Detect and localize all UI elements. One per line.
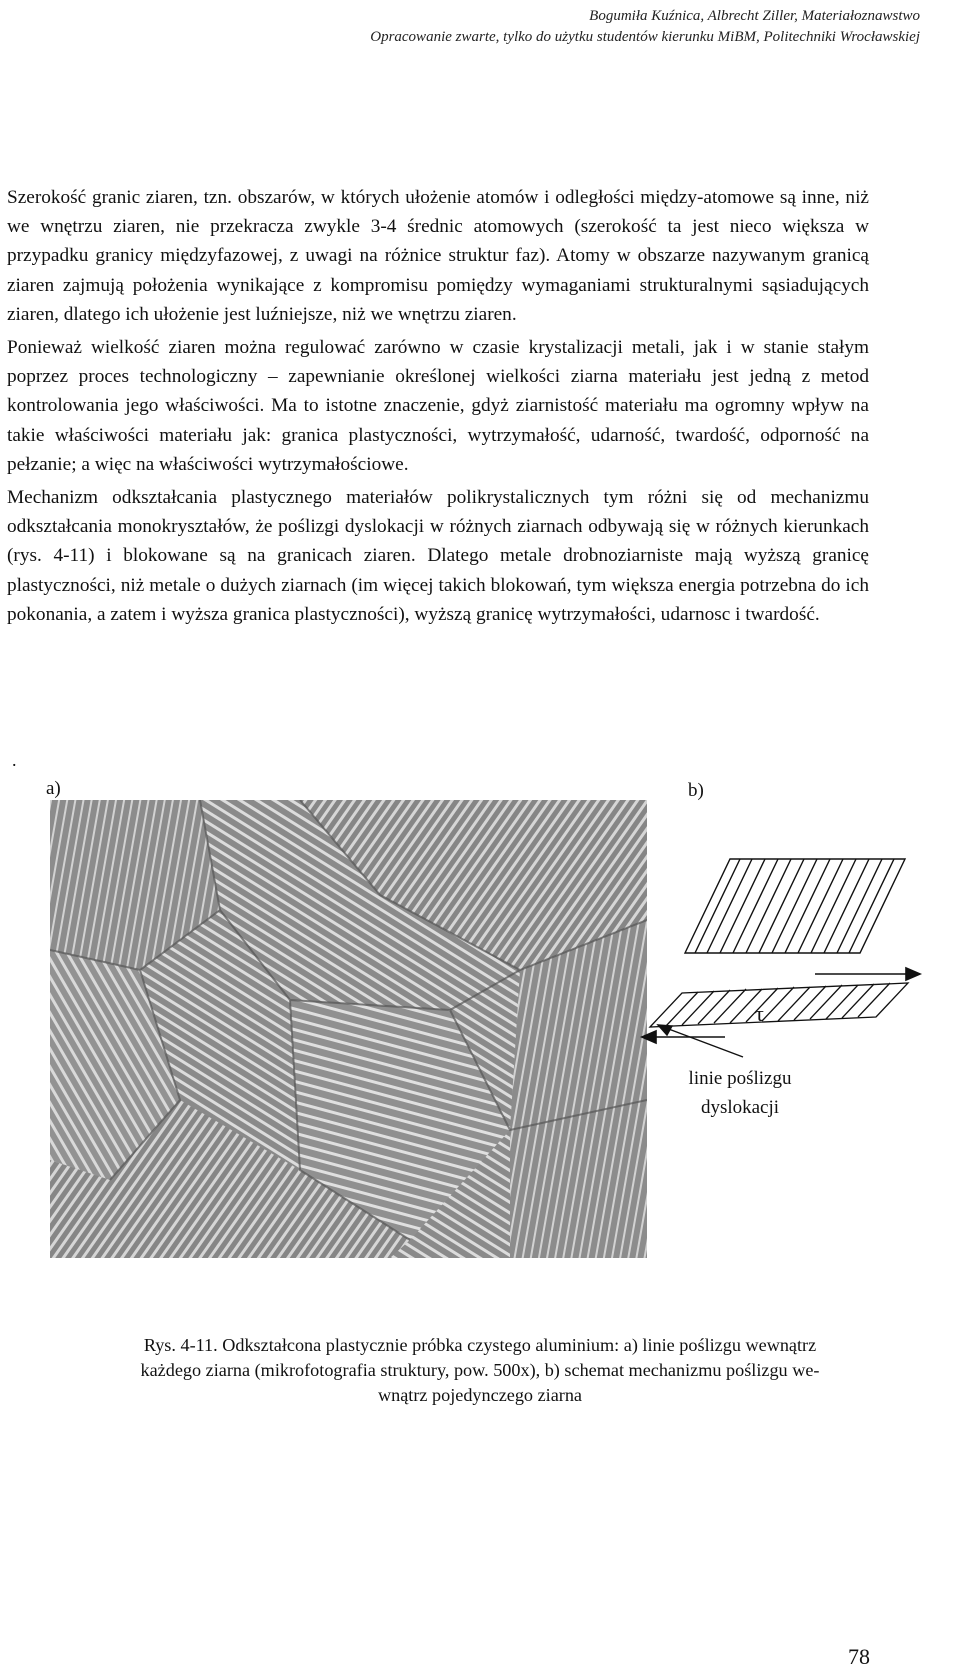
figure-label-a: a): [46, 778, 61, 799]
callout-line-1: linie poślizgu: [688, 1068, 792, 1089]
callout-arrow: [658, 1025, 743, 1057]
figure-label-b: b): [688, 780, 704, 801]
caption-line-1: Rys. 4-11. Odkształcona plastycznie próbka czystego aluminium: a) linie poślizgu wewnątrz: [143, 1335, 817, 1355]
paragraph: Szerokość granic ziaren, tzn. obszarów, w których ułożenie atomów i odległości między-atomowe są inne, niż we wnętrzu ziaren, nie przekracza zwykle 3-4 średnic atomowych (szerokość ta jest nieco większa w przypadku granicy międzyfazowej, z uwagi na różnice struktur faz). Atomy w obszarze nazywanym granicą ziaren zajmują położenia wynikające z kompromisu pomiędzy wymaganiami strukturalnymi sąsiadujących ziaren, dlatego ich ułożenie jest luźniejsze, niż we wnętrzu ziaren.: [7, 187, 869, 325]
caption-line-3: wnątrz pojedynczego ziarna: [378, 1385, 582, 1405]
micrograph-texture: [50, 800, 647, 1258]
header-authors: Bogumiła Kuźnica, Albrecht Ziller, Materiałoznawstwo: [589, 8, 920, 24]
stray-dot: .: [12, 750, 17, 770]
callout-line-2: dyslokacji: [700, 1097, 780, 1118]
slipped-crystal-block: [650, 983, 908, 1027]
page-header: [370, 6, 920, 48]
paragraph: Mechanizm odkształcania plastycznego materiałów polikrystalicznych tym różni się od mechanizmu odkształcania monokryształów, że poślizgi dyslokacji w różnych ziarnach odbywają się w różnych kierunkach (rys. 4-11) i blokowane są na granicach ziaren. Dlatego metale drobnoziarniste mają wyższą granicę plastyczności, niż metale o dużych ziarnach (im więcej takich blokowań, tym większa energia potrzebna do ich pokonania, a zatem i wyższa granica plastyczności), wyższą granicę wytrzymałości, udarnosc i twardość.: [7, 487, 869, 625]
shear-arrow-right: [815, 968, 920, 980]
page-number: 78: [848, 1644, 870, 1669]
tau-symbol: τ: [755, 1001, 764, 1026]
upper-crystal-block: [685, 859, 905, 953]
shear-arrow-left: [642, 1031, 725, 1043]
body-text: [7, 183, 869, 633]
header-note: Opracowanie zwarte, tylko do użytku studentów kierunku MiBM, Politechniki Wrocławskiej: [370, 29, 920, 45]
paragraph: Ponieważ wielkość ziaren można regulować zarówno w czasie krystalizacji metali, jak i w stanie stałym poprzez proces technologiczny – zapewnianie określonej wielkości ziarna materiału jest jedną z metod kontrolowania jego właściwości. Ma to istotne znaczenie, gdyż ziarnistość materiału ma ogromny wpływ na takie właściwości materiału jak: granica plastyczności, wytrzymałość, udarność, twardość, odporność na pełzanie; a więc na właściwości wytrzymałościowe.: [7, 337, 869, 475]
callout-label: [660, 1064, 820, 1122]
micrograph-image: [50, 800, 647, 1258]
caption-line-2: każdego ziarna (mikrofotografia struktury, pow. 500x), b) schemat mechanizmu poślizgu we-: [140, 1360, 820, 1380]
figure-caption: [0, 1333, 960, 1408]
